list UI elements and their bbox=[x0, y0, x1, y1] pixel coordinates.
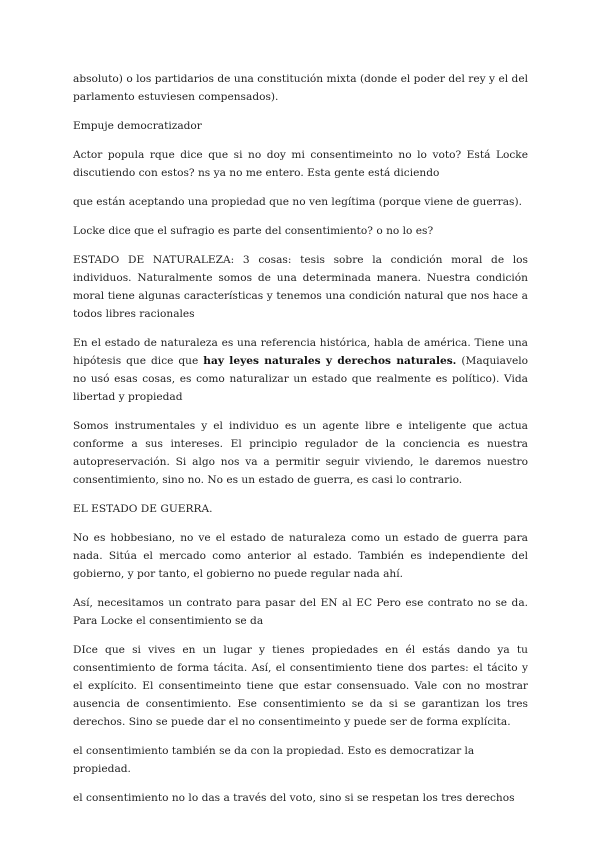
paragraph-no-hobbesiano: No es hobbesiano, no ve el estado de naturaleza como un estado de guerra para nada. Sitúa el mercado como anterior al estado. También es independiente del gobierno, y por tanto, el gobierno no puede regular nada ahí. bbox=[73, 532, 528, 580]
paragraph-estado-de-naturaleza: ESTADO DE NATURALEZA: 3 cosas: tesis sobre la condición moral de los individuos. Naturalmente somos de una determinada manera. Nuestra condición moral tiene algunas características y tenemos una condición natural que nos hace a todos libres racionales bbox=[73, 254, 528, 320]
paragraph-democratizar-propiedad: el consentimiento también se da con la propiedad. Esto es democratizar la propiedad. bbox=[73, 745, 475, 775]
paragraph-leyes-naturales bbox=[73, 334, 528, 406]
paragraph-constitucion-mixta: absoluto) o los partidarios de una constitución mixta (donde el poder del rey y el del parlamento estuviesen compensados). bbox=[73, 73, 528, 103]
bold-leyes-naturales: hay leyes naturales y derechos naturales. bbox=[203, 355, 457, 367]
paragraph-leyes-naturales-intro: En el estado de naturaleza es una referencia histórica, habla de américa. Tiene una hipótesis que dice que bbox=[73, 337, 528, 367]
paragraph-actor-popular: Actor popula rque dice que si no doy mi consentimeinto no lo voto? Está Locke discutiendo con estos? ns ya no me entero. Esta gente está diciendo bbox=[73, 149, 528, 179]
paragraph-consentimiento-tacito: DIce que si vives en un lugar y tienes propiedades en él estás dando ya tu consentimiento de forma tácita. Así, el consentimiento tiene dos partes: el tácito y el explícito. El consentimeinto tiene que estar consensuado. Vale con no mostrar ausencia de consentimiento. Ese consentimiento se da si se garantizan los tres derechos. Sino se puede dar el no consentimeinto y puede ser de forma explícita. bbox=[73, 644, 528, 728]
heading-estado-de-guerra: EL ESTADO DE GUERRA. bbox=[73, 503, 213, 515]
heading-empuje-democratizador: Empuje democratizador bbox=[73, 120, 202, 132]
paragraph-agente-libre: Somos instrumentales y el individuo es un agente libre e inteligente que actua conforme a sus intereses. El principio regulador de la conciencia es nuestra autopreservación. Si algo nos va a permitir seguir viviendo, le daremos nuestro consentimiento, sino no. No es un estado de guerra, es casi lo contrario. bbox=[73, 420, 528, 486]
paragraph-sufragio: Locke dice que el sufragio es parte del consentimiento? o no lo es? bbox=[73, 225, 434, 237]
paragraph-leyes-naturales-rest: (Maquiavelo no usó esas cosas, es como naturalizar un estado que realmente es político). Vida libertad y propiedad bbox=[73, 355, 528, 403]
paragraph-propiedad-ilegitima: que están aceptando una propiedad que no ven legítima (porque viene de guerras). bbox=[73, 196, 522, 208]
paragraph-voto: el consentimiento no lo das a través del voto, sino si se respetan los tres derechos bbox=[73, 792, 515, 804]
document-body bbox=[73, 70, 528, 818]
paragraph-contrato: Así, necesitamos un contrato para pasar del EN al EC Pero ese contrato no se da. Para Locke el consentimiento se da bbox=[73, 597, 528, 627]
